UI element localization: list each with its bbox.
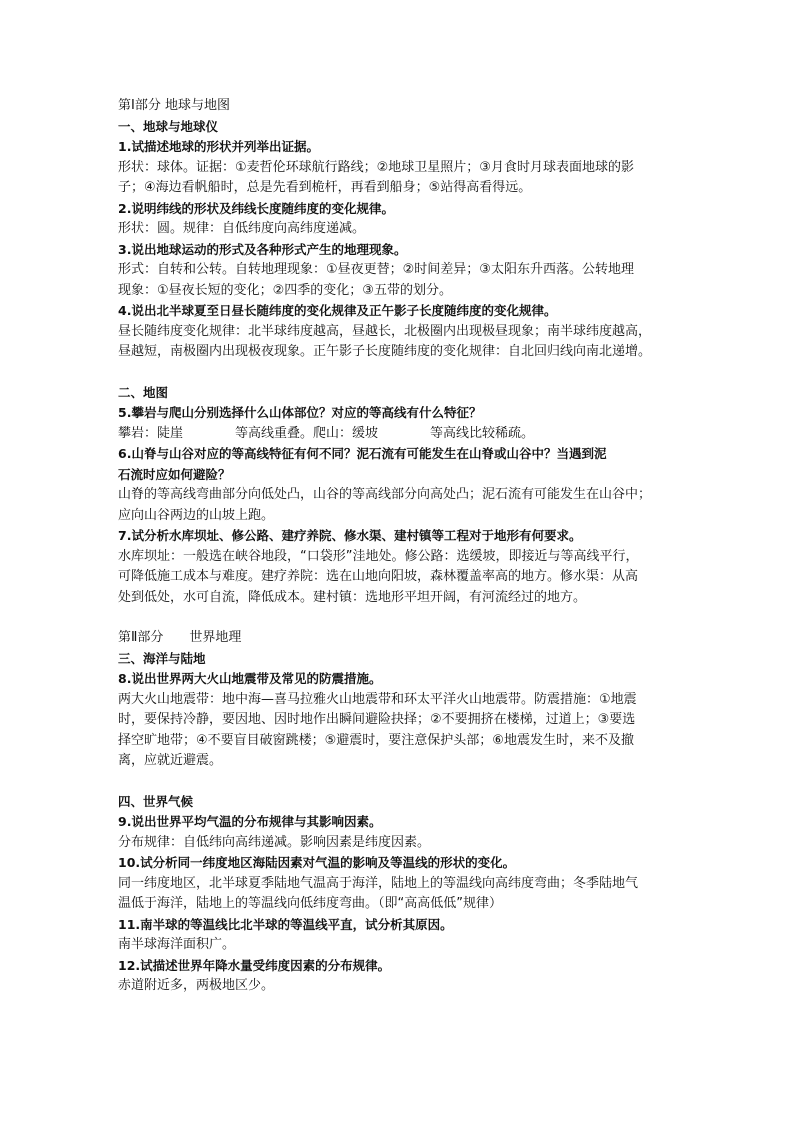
heading-line: 6.山脊与山谷对应的等高线特征有何不同？泥石流有可能发生在山脊或山谷中？当遇到泥 — [118, 446, 607, 461]
heading-line: 5.攀岩与爬山分别选择什么山体部位？对应的等高线有什么特征？ — [118, 405, 482, 420]
text-line: 形状：圆。规律：自低纬度向高纬度递减。 — [118, 221, 366, 236]
text-line: 时，要保持冷静，要因地、因时地作出瞬间避险抉择；②不要拥挤在楼梯，过道上；③要选 — [118, 712, 636, 727]
blank-line — [118, 608, 682, 628]
text-line: 择空旷地带；④不要盲目破窗跳楼；⑤避震时，要注意保护头部；⑥地震发生时，来不及撤 — [118, 732, 634, 748]
text-line: 形状：球体。证据：①麦哲伦环球航行路线；②地球卫星照片；③月食时月球表面地球的影 — [118, 159, 634, 175]
text-line: 两大火山地震带：地中海—喜马拉雅火山地震带和环太平洋火山地震带。防震措施：①地震 — [118, 691, 637, 707]
text-line: 昼越短，南极圈内出现极夜现象。正午影子长度随纬度的变化规律：自北回归线向南北递增。 — [118, 344, 652, 359]
text-line: 山脊的等高线弯曲部分向低处凸，山谷的等高线部分向高处凸；泥石流有可能发生在山谷中； — [118, 487, 652, 502]
text-line: 水库坝址：一般选在峡谷地段，“口袋形”洼地处。修公路：选缓坡，即接近与等高线平行， — [118, 548, 639, 564]
heading-line: 3.说出地球运动的形式及各种形式产生的地理现象。 — [118, 241, 407, 257]
text-line: 昼长随纬度变化规律：北半球纬度越高，昼越长，北极圈内出现极昼现象；南半球纬度越高， — [118, 323, 652, 339]
text-line: 现象：①昼夜长短的变化；②四季的变化；③五带的划分。 — [118, 282, 452, 298]
text-line: 第Ⅱ部分 世界地理 — [118, 630, 242, 645]
heading-line: 二、地图 — [118, 384, 169, 400]
text-line: 子；④海边看帆船时，总是先看到桅杆，再看到船身；⑤站得高看得远。 — [118, 180, 532, 195]
heading-line: 一、地球与地球仪 — [118, 118, 219, 134]
heading-line: 9.说出世界平均气温的分布规律与其影响因素。 — [118, 814, 382, 829]
text-line: 处到低处，水可自流，降低成本。建村镇：选地形平坦开阔，有河流经过的地方。 — [118, 589, 587, 605]
text-line: 第Ⅰ部分 地球与地图 — [118, 98, 230, 113]
heading-line: 8.说出世界两大火山地震带及常见的防震措施。 — [118, 671, 382, 686]
heading-line: 三、海洋与陆地 — [118, 650, 206, 666]
text-line: 可降低施工成本与难度。建疗养院：选在山地向阳坡，森林覆盖率高的地方。修水渠：从高 — [118, 569, 639, 584]
text-line: 温低于海洋，陆地上的等温线向低纬度弯曲。（即“高高低低”规律） — [118, 896, 502, 911]
heading-line: 四、世界气候 — [118, 793, 194, 809]
heading-line: 4.说出北半球夏至日昼长随纬度的变化规律及正午影子长度随纬度的变化规律。 — [118, 303, 557, 318]
text-line: 应向山谷两边的山坡上跑。 — [118, 507, 275, 523]
text-line: 分布规律：自低纬向高纬递减。影响因素是纬度因素。 — [118, 834, 431, 850]
heading-line: 11.南半球的等温线比北半球的等温线平直，试分析其原因。 — [118, 916, 453, 932]
blank-line — [118, 363, 682, 383]
heading-line: 2.说明纬线的形状及纬线长度随纬度的变化规律。 — [118, 200, 394, 216]
heading-line: 12.试描述世界年降水量受纬度因素的分布规律。 — [118, 957, 391, 973]
text-line: 离，应就近避震。 — [118, 753, 223, 768]
heading-line: 1.试描述地球的形状并列举出证据。 — [118, 139, 319, 154]
text-line: 形式：自转和公转。自转地理现象：①昼夜更替；②时间差异；③太阳东升西落。公转地理 — [118, 262, 634, 277]
text-line: 南半球海洋面积广。 — [118, 937, 236, 952]
heading-line: 7.试分析水库坝址、修公路、建疗养院、修水渠、建村镇等工程对于地形有何要求。 — [118, 528, 582, 543]
heading-line: 石流时应如何避险？ — [118, 466, 231, 482]
text-line: 攀岩：陡崖 等高线重叠。爬山：缓坡 等高线比较稀疏。 — [118, 425, 535, 441]
blank-line — [118, 772, 682, 792]
heading-line: 10.试分析同一纬度地区海陆因素对气温的影响及等温线的形状的变化。 — [118, 855, 516, 870]
text-line: 同一纬度地区，北半球夏季陆地气温高于海洋，陆地上的等温线向高纬度弯曲；冬季陆地气 — [118, 875, 639, 891]
text-line: 赤道附近多，两极地区少。 — [118, 978, 275, 993]
